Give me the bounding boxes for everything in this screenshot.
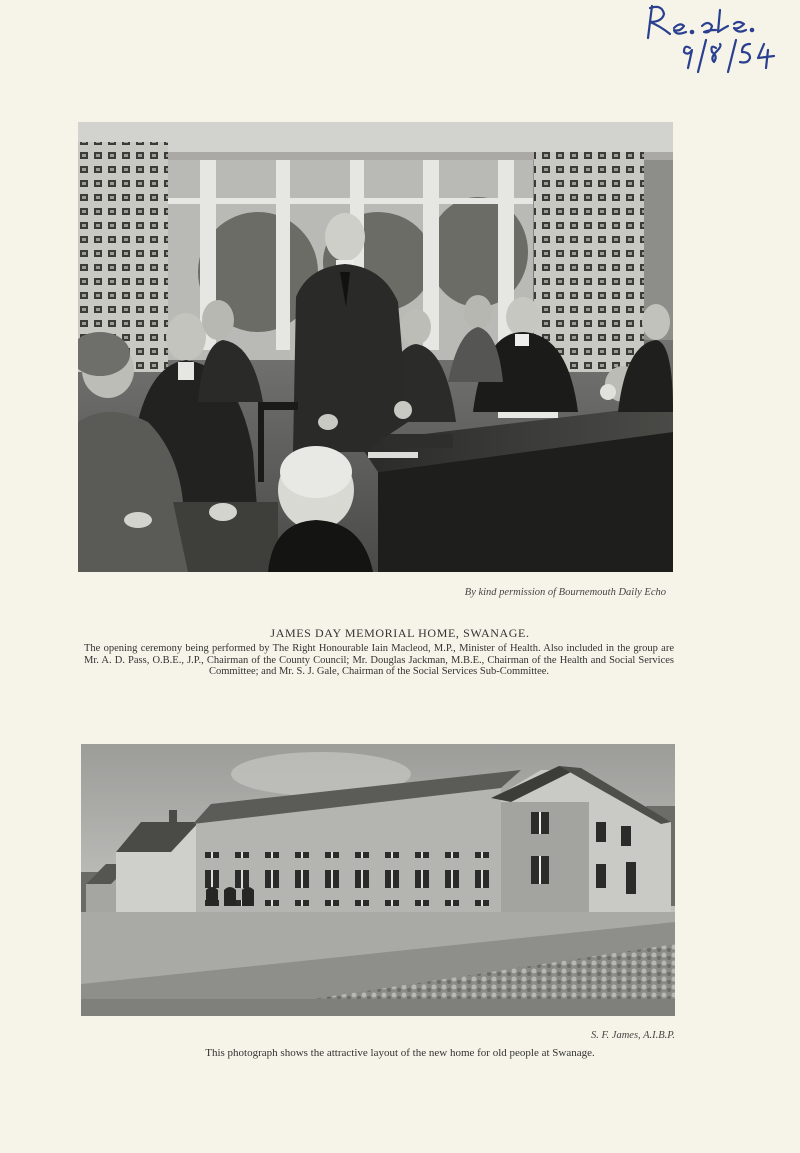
bottom-caption: This photograph shows the attractive layout of the new home for old people at Swanage. — [205, 1047, 595, 1059]
handwritten-annotation — [640, 0, 790, 75]
caption-title: JAMES DAY MEMORIAL HOME, SWANAGE. — [270, 626, 530, 640]
photo-credit-2: S. F. James, A.I.B.P. — [591, 1030, 675, 1041]
photo-credit-1: By kind permission of Bournemouth Daily Echo — [464, 587, 666, 598]
caption-body: The opening ceremony being performed by The Right Honourable Iain Macleod, M.P., Minister of Health. Also included in the group are Mr. A. D. Pass, O.B.E., J.P., Chairman of the County Council; Mr. Douglas Jackman, M.B.E., Chairman of the Health and Social Services Committee; and Mr. S. J. Gale, Chairman of the Social Services Sub-Committee. — [84, 643, 674, 677]
ceremony-photograph — [78, 122, 673, 572]
building-photograph — [81, 744, 675, 1016]
